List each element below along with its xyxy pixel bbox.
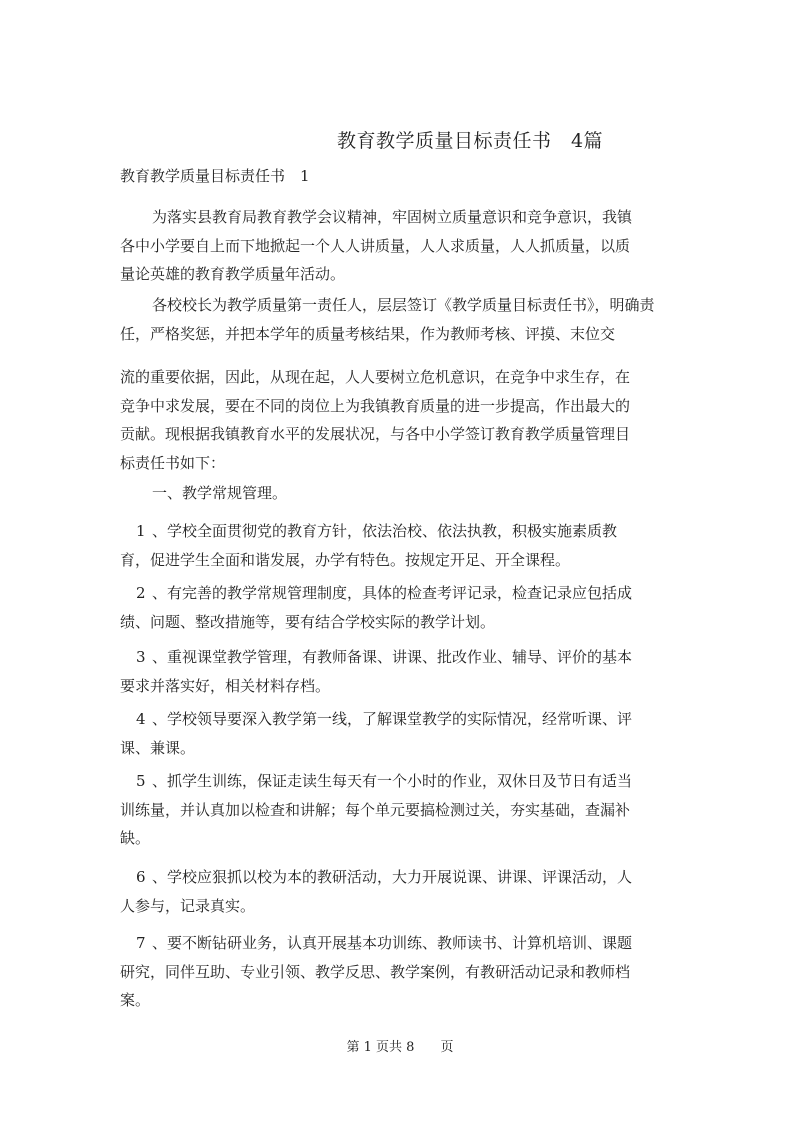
item-text: 、抓学生训练，保证走读生每天有一个小时的作业，双休日及节日有适当 bbox=[152, 772, 633, 790]
item-text: 、有完善的教学常规管理制度，具体的检查考评记录，检查记录应包括成 bbox=[152, 584, 633, 602]
document-title: 教育教学质量目标责任书 4篇 bbox=[336, 130, 604, 152]
item-text: 人参与，记录真实。 bbox=[120, 896, 256, 915]
paragraph-intro bbox=[120, 203, 652, 289]
list-item-5 bbox=[120, 767, 652, 853]
item-text: 绩、问题、整改措施等，要有结合学校实际的教学计划。 bbox=[120, 612, 496, 631]
item-number: 2 bbox=[136, 584, 146, 602]
item-number: 3 bbox=[136, 648, 146, 666]
item-text: 课、兼课。 bbox=[120, 738, 196, 757]
item-number: 6 bbox=[136, 868, 146, 886]
document-subtitle: 教育教学质量目标责任书 1 bbox=[120, 167, 310, 185]
item-text: 、重视课堂教学管理，有教师备课、讲课、批改作业、辅导、评价的基本 bbox=[152, 648, 633, 666]
paragraph-line: 为落实县教育局教育教学会议精神，牢固树立质量意识和竞争意识，我镇 bbox=[152, 208, 633, 226]
item-text: 要求并落实好，相关材料存档。 bbox=[120, 676, 331, 695]
item-text: 缺。 bbox=[120, 829, 151, 847]
item-text: 、学校全面贯彻党的教育方针，依法治校、依法执教，积极实施素质教 bbox=[152, 522, 618, 540]
item-text: 、要不断钻研业务，认真开展基本功训练、教师读书、计算机培训、课题 bbox=[152, 934, 633, 952]
paragraph-line: 竞争中求发展，要在不同的岗位上为我镇教育质量的进一步提高，作出最大的 bbox=[120, 396, 631, 415]
paragraph-line: 各校校长为教学质量第一责任人，层层签订《教学质量目标责任书》，明确责 bbox=[152, 296, 655, 314]
item-text: 、学校应狠抓以校为本的教研活动，大力开展说课、讲课、评课活动，人 bbox=[152, 868, 633, 886]
section-heading-text: 一、教学常规管理。 bbox=[152, 484, 288, 502]
item-number: 5 bbox=[136, 772, 146, 790]
list-item-4 bbox=[120, 705, 652, 762]
paragraph-line: 任，严格奖惩，并把本学年的质量考核结果，作为教师考核、评摸、末位交 bbox=[120, 324, 616, 343]
paragraph-line: 量论英雄的教育教学质量年活动。 bbox=[120, 265, 346, 283]
list-item-3 bbox=[120, 643, 652, 700]
list-item-6 bbox=[120, 863, 652, 920]
item-text: 育，促进学生全面和谐发展，办学有特色。按规定开足、开全课程。 bbox=[120, 550, 571, 569]
item-text: 研究，同伴互助、专业引领、教学反思、教学案例，有教研活动记录和教师档 bbox=[120, 962, 631, 981]
list-item-7 bbox=[120, 929, 652, 1015]
paragraph-basis bbox=[120, 363, 652, 477]
paragraph-line: 贡献。现根据我镇教育水平的发展状况，与各中小学签订教育教学质量管理目 bbox=[120, 425, 631, 443]
paragraph-line: 流的重要依据，因此，从现在起，人人要树立危机意识，在竞争中求生存，在 bbox=[120, 368, 631, 386]
item-number: 7 bbox=[136, 934, 146, 952]
list-item-2 bbox=[120, 579, 652, 636]
page-footer: 第 1 页共 8 页 bbox=[346, 1040, 454, 1055]
list-item-1 bbox=[120, 517, 652, 574]
section-heading bbox=[120, 479, 652, 508]
paragraph-line: 各中小学要自上而下地掀起一个人人讲质量，人人求质量，人人抓质量，以质 bbox=[120, 236, 631, 255]
item-number: 1 bbox=[136, 522, 146, 540]
item-text: 案。 bbox=[120, 991, 151, 1009]
paragraph-responsibility bbox=[120, 291, 655, 348]
item-number: 4 bbox=[136, 710, 146, 728]
item-text: 、学校领导要深入教学第一线，了解课堂教学的实际情况，经常听课、评 bbox=[152, 710, 633, 728]
paragraph-line: 标责任书如下： bbox=[120, 453, 226, 472]
item-text: 训练量，并认真加以检查和讲解；每个单元要搞检测过关，夯实基础，查漏补 bbox=[120, 800, 631, 819]
